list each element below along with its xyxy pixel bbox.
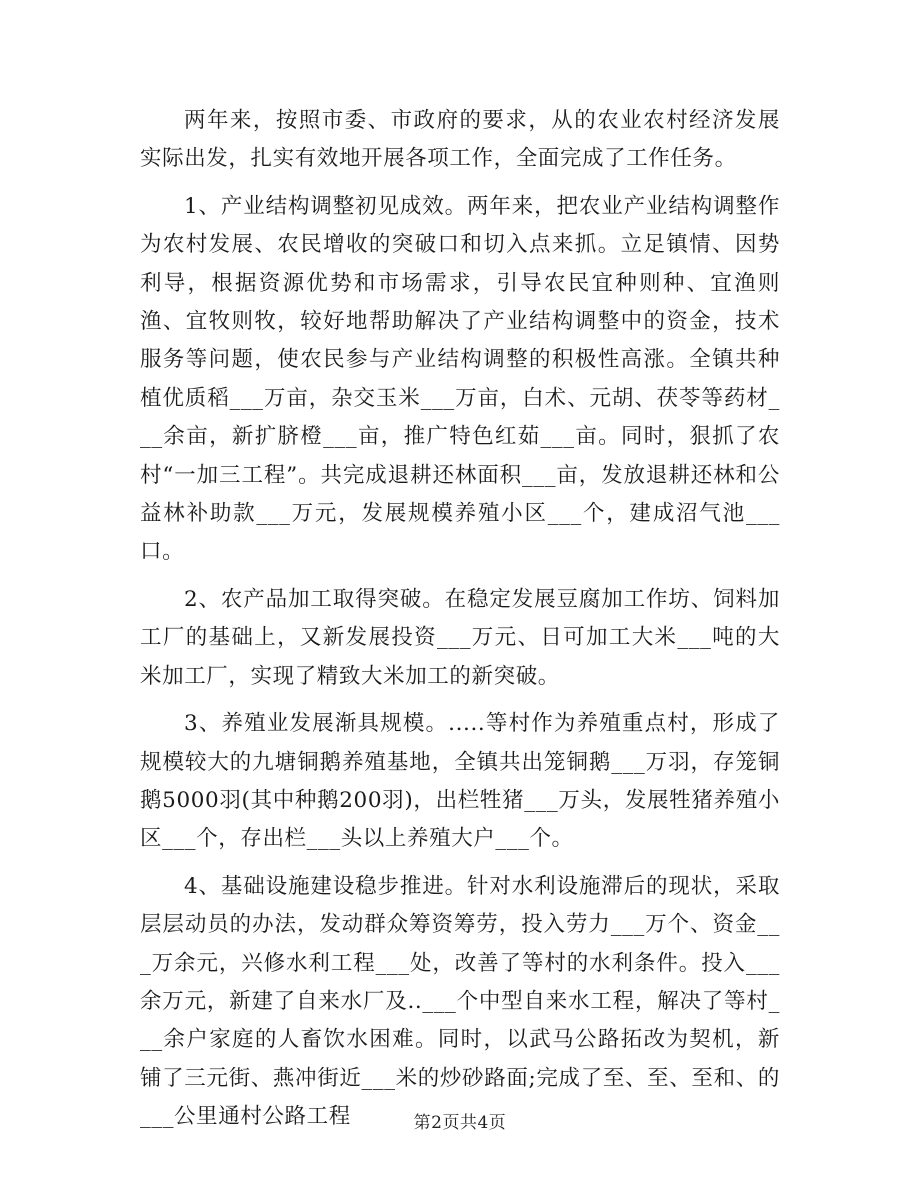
paragraph-agri-processing: 2、农产品加工取得突破。在稳定发展豆腐加工作坊、饲料加工厂的基础上，又新发展投资___万元、日可加工大米___吨的大米加工厂，实现了精致大米加工的新突破。 (140, 586, 780, 689)
paragraph-livestock: 3、养殖业发展渐具规模。.....等村作为养殖重点村，形成了规模较大的九塘铜鹅养殖基地，全镇共出笼铜鹅___万羽，存笼铜鹅5000羽(其中种鹅200羽)，出栏牲猪___万头，发展牲猪养殖小区___个，存出栏___头以上养殖大户___个。 (140, 711, 780, 852)
page-number-footer: 第2页共4页 (413, 1113, 507, 1133)
paragraph-industry-structure: 1、产业结构调整初见成效。两年来，把农业产业结构调整作为农村发展、农民增收的突破口和切入点来抓。立足镇情、因势利导，根据资源优势和市场需求，引导农民宜种则种、宜渔则渔、宜牧则牧，较好地帮助解决了产业结构调整中的资金，技术服务等问题，使农民参与产业结构调整的积极性高涨。全镇共种植优质稻___万亩，杂交玉米___万亩，白术、元胡、茯苓等药材___余亩，新扩脐橙___亩，推广特色红茹___亩。同时，狠抓了农村“一加三工程”。共完成退耕还林面积___亩，发放退耕还林和公益林补助款___万元，发展规模养殖小区___个，建成沼气池___口。 (140, 193, 780, 565)
paragraph-infrastructure: 4、基础设施建设稳步推进。针对水利设施滞后的现状，采取层层动员的办法，发动群众筹资筹劳，投入劳力___万个、资金___万余元，兴修水利工程___处，改善了等村的水利条件。投入___余万元，新建了自来水厂及..___个中型自来水工程，解决了等村___余户家庭的人畜饮水困难。同时，以武马公路拓改为契机，新铺了三元街、燕冲街近___米的炒砂路面;完成了至、至、至和、的___公里通村公路工程 (140, 873, 780, 1130)
document-body (140, 102, 780, 1146)
paragraph-intro: 两年来，按照市委、市政府的要求，从的农业农村经济发展实际出发，扎实有效地开展各项工作，全面完成了工作任务。 (140, 108, 780, 172)
